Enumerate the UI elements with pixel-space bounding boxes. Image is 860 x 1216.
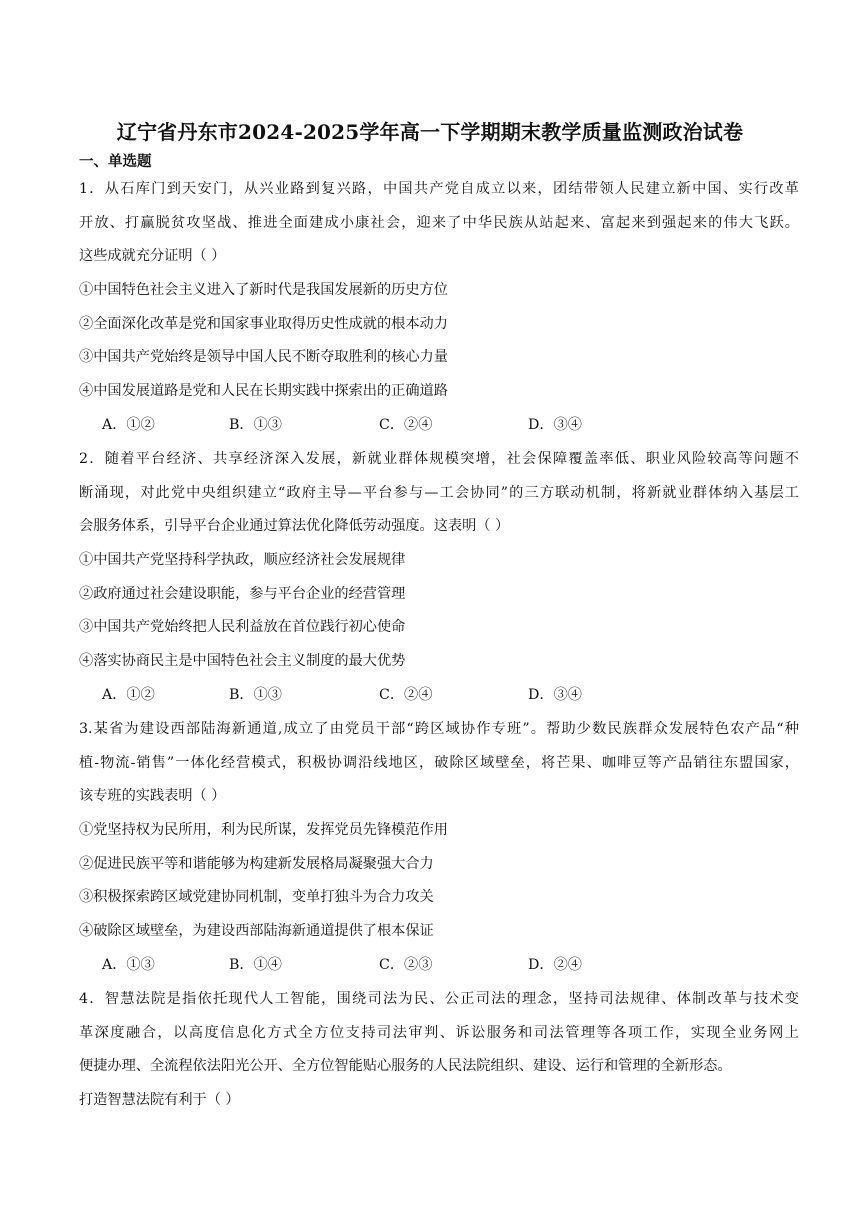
question-3-statement-2: ②促进民族平等和谐能够为构建新发展格局凝聚强大合力: [79, 856, 434, 872]
question-2-line-1: 2．随着平台经济、共享经济深入发展，新就业群体规模突增，社会保障覆盖率低、职业风险较高等问题不: [79, 451, 799, 467]
question-3-option-b[interactable]: B．①④: [229, 957, 282, 973]
question-2-statement-2: ②政府通过社会建设职能，参与平台企业的经营管理: [79, 586, 406, 602]
question-4-line-3: 便捷办理、全流程依法阳光公开、全方位智能贴心服务的人民法院组织、建设、运行和管理的全新形态。: [79, 1058, 732, 1074]
question-3-line-1: 3.某省为建设西部陆海新通道,成立了由党员干部“跨区域协作专班”。帮助少数民族群众发展特色农产品“种: [79, 721, 799, 737]
question-1-statement-4: ④中国发展道路是党和人民在长期实践中探索出的正确道路: [79, 383, 448, 399]
question-1-line-1: 1．从石库门到天安门，从兴业路到复兴路，中国共产党自成立以来，团结带领人民建立新中国、实行改革: [79, 181, 799, 197]
question-1-option-d[interactable]: D．③④: [528, 417, 582, 433]
question-2-option-a[interactable]: A．①②: [102, 687, 155, 703]
question-4-line-4: 打造智慧法院有利于（ ）: [79, 1092, 240, 1108]
question-1-statement-2: ②全面深化改革是党和国家事业取得历史性成就的根本动力: [79, 316, 448, 332]
question-2-option-c[interactable]: C．②④: [379, 687, 433, 703]
question-1-option-a[interactable]: A．①②: [102, 417, 155, 433]
question-2-line-3: 会服务体系，引导平台企业通过算法优化降低劳动强度。这表明（ ）: [79, 518, 510, 534]
question-3-option-c[interactable]: C．②③: [379, 957, 433, 973]
question-2-statement-3: ③中国共产党始终把人民利益放在首位践行初心使命: [79, 619, 406, 635]
question-3-statement-3: ③积极探索跨区域党建协同机制，变单打独斗为合力攻关: [79, 889, 434, 905]
page-title: 辽宁省丹东市2024-2025学年高一下学期期末教学质量监测政治试卷: [116, 120, 744, 144]
question-1-option-c[interactable]: C．②④: [379, 417, 433, 433]
question-2-option-d[interactable]: D．③④: [528, 687, 582, 703]
question-1-option-b[interactable]: B．①③: [229, 417, 282, 433]
question-3-line-2: 植-物流-销售”一体化经营模式，积极协调沿线地区，破除区域壁垒，将芒果、咖啡豆等产品销往东盟国家，: [79, 755, 799, 771]
question-2-option-b[interactable]: B．①③: [229, 687, 282, 703]
question-4-line-2: 革深度融合，以高度信息化方式全方位支持司法审判、诉讼服务和司法管理等各项工作，实现全业务网上: [79, 1025, 799, 1041]
question-3-line-3: 该专班的实践表明（ ）: [79, 788, 226, 804]
question-3-option-d[interactable]: D．②④: [528, 957, 582, 973]
question-3-statement-4: ④破除区域壁垒，为建设西部陆海新通道提供了根本保证: [79, 923, 434, 939]
question-2-statement-4: ④落实协商民主是中国特色社会主义制度的最大优势: [79, 653, 406, 669]
question-2-statement-1: ①中国共产党坚持科学执政，顺应经济社会发展规律: [79, 552, 406, 568]
question-1-statement-1: ①中国特色社会主义进入了新时代是我国发展新的历史方位: [79, 282, 448, 298]
question-1-line-3: 这些成就充分证明（ ）: [79, 248, 226, 264]
question-3-option-a[interactable]: A．①③: [102, 957, 155, 973]
question-2-line-2: 断涌现，对此党中央组织建立“政府主导—平台参与—工会协同”的三方联动机制，将新就业群体纳入基层工: [79, 485, 799, 501]
question-1-statement-3: ③中国共产党始终是领导中国人民不断夺取胜利的核心力量: [79, 349, 448, 365]
question-4-line-1: 4．智慧法院是指依托现代人工智能，围绕司法为民、公正司法的理念，坚持司法规律、体制改革与技术变: [79, 991, 799, 1007]
question-3-statement-1: ①党坚持权为民所用，利为民所谋，发挥党员先锋模范作用: [79, 822, 448, 838]
question-1-line-2: 开放、打赢脱贫攻坚战、推进全面建成小康社会，迎来了中华民族从站起来、富起来到强起来的伟大飞跃。: [79, 215, 799, 231]
section-heading: 一、单选题: [79, 153, 152, 170]
